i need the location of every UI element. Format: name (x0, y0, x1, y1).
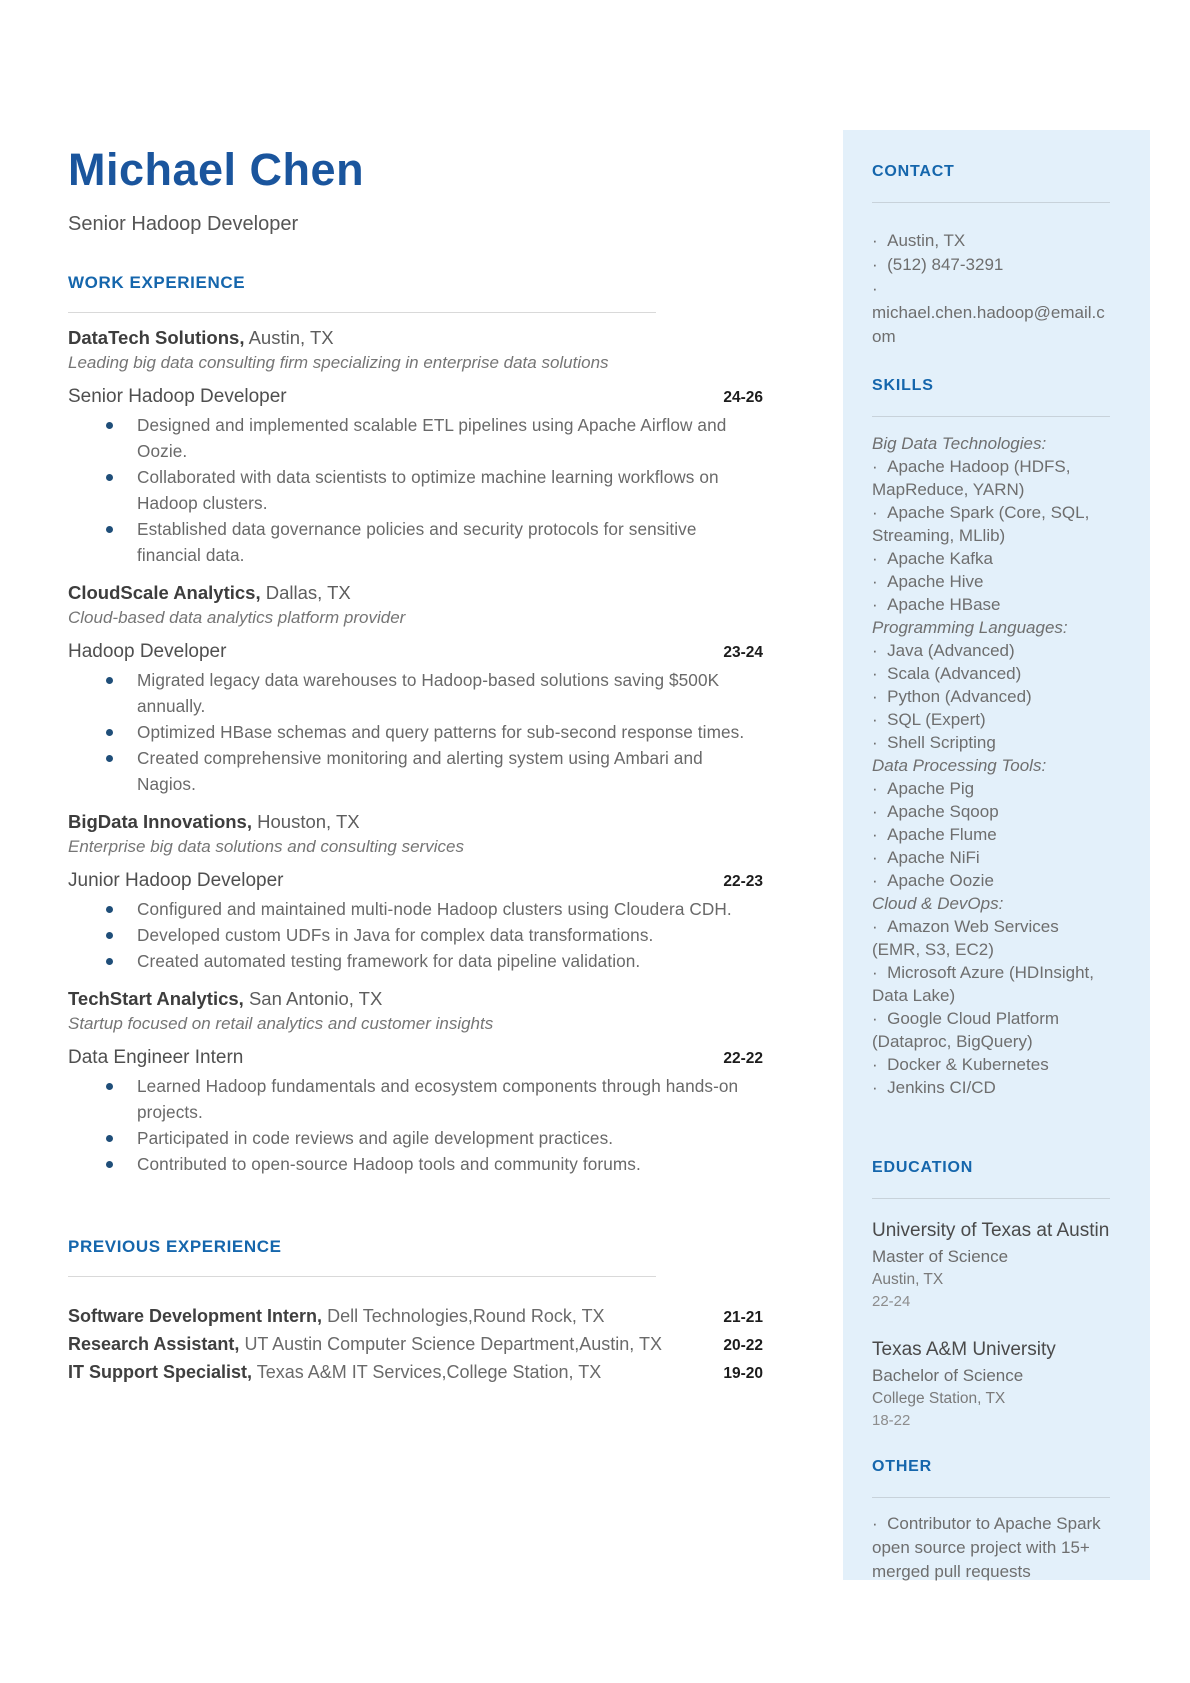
dot-icon (872, 710, 887, 729)
previous-role-org (68, 1331, 662, 1357)
bullet-dot-icon (106, 958, 113, 965)
other-list (872, 1512, 1110, 1584)
company-line (68, 987, 763, 1011)
bullet-text: Collaborated with data scientists to optimize machine learning workflows on Hadoop clusters. (137, 467, 719, 513)
bullet-item (68, 516, 763, 568)
dot-icon (872, 595, 887, 614)
job-entry (68, 326, 763, 568)
skill-text: Apache Hive (887, 572, 984, 591)
skill-text: Apache NiFi (887, 848, 980, 867)
bullet-text: Created comprehensive monitoring and alerting system using Ambari and Nagios. (137, 748, 703, 794)
dot-icon (872, 1078, 887, 1097)
skill-item (872, 662, 1110, 685)
contact-item-email (872, 277, 1110, 349)
role-row (68, 869, 763, 893)
skill-item (872, 1007, 1110, 1053)
skill-item (872, 731, 1110, 754)
other-item (872, 1512, 1110, 1584)
skill-text: Google Cloud Platform (Dataproc, BigQuery) (872, 1009, 1060, 1051)
skill-text: SQL (Expert) (887, 710, 986, 729)
previous-dates: 20-22 (723, 1337, 763, 1354)
job-entry (68, 987, 763, 1177)
person-name: Michael Chen (68, 144, 365, 195)
bullet-text: Designed and implemented scalable ETL pipelines using Apache Airflow and Oozie. (137, 415, 727, 461)
skill-text: Microsoft Azure (HDInsight, Data Lake) (872, 963, 1095, 1005)
job-entry (68, 810, 763, 974)
company-location: Dallas, TX (265, 582, 351, 603)
dot-icon (872, 1514, 887, 1533)
skill-text: Apache Pig (887, 779, 975, 798)
company-tagline: Enterprise big data solutions and consulting services (68, 837, 464, 856)
company-line (68, 326, 763, 350)
company-tagline: Leading big data consulting firm specializing in enterprise data solutions (68, 353, 609, 372)
bullet-item (68, 412, 763, 464)
company-location: Houston, TX (257, 811, 360, 832)
role-title: Hadoop Developer (68, 641, 227, 662)
bullet-dot-icon (106, 729, 113, 736)
education-school (872, 1335, 1110, 1432)
dot-icon (872, 255, 887, 274)
role-dates: 23-24 (723, 644, 763, 661)
skill-text: Apache Sqoop (887, 802, 999, 821)
role-title: Data Engineer Intern (68, 1047, 244, 1068)
skill-item (872, 593, 1110, 616)
bullet-item (68, 745, 763, 797)
previous-org: Texas A&M IT Services,College Station, TX (256, 1362, 602, 1382)
previous-role-org (68, 1303, 605, 1329)
other-heading: OTHER (872, 1458, 932, 1475)
role-row (68, 1046, 763, 1070)
role-row (68, 640, 763, 664)
skill-item (872, 685, 1110, 708)
bullet-dot-icon (106, 1161, 113, 1168)
previous-row (68, 1331, 763, 1359)
company-line (68, 581, 763, 605)
previous-role: Research Assistant, (68, 1334, 240, 1354)
skill-text: Apache HBase (887, 595, 1001, 614)
contact-item (872, 253, 1110, 277)
company-location: Austin, TX (248, 327, 334, 348)
previous-dates: 21-21 (723, 1309, 763, 1326)
previous-role: IT Support Specialist, (68, 1362, 253, 1382)
company-line (68, 810, 763, 834)
bullet-dot-icon (106, 1083, 113, 1090)
previous-row (68, 1303, 763, 1331)
bullet-dot-icon (106, 526, 113, 533)
skill-item (872, 1053, 1110, 1076)
role-title: Junior Hadoop Developer (68, 870, 284, 891)
dot-icon (872, 572, 887, 591)
school-name: Texas A&M University (872, 1339, 1056, 1360)
company-name: DataTech Solutions, (68, 327, 245, 348)
dot-icon (872, 503, 887, 522)
skill-item (872, 639, 1110, 662)
role-row (68, 385, 763, 409)
skill-text: Shell Scripting (887, 733, 996, 752)
bullet-item (68, 1151, 763, 1177)
school-degree: Bachelor of Science (872, 1366, 1024, 1385)
school-name: University of Texas at Austin (872, 1220, 1110, 1241)
bullet-text: Optimized HBase schemas and query patterns for sub-second response times. (137, 722, 745, 742)
skill-item (872, 708, 1110, 731)
skill-item (872, 823, 1110, 846)
skills-group-label: Data Processing Tools: (872, 756, 1047, 775)
skills-heading: SKILLS (872, 377, 934, 394)
skills-group-label: Programming Languages: (872, 618, 1068, 637)
skill-item (872, 501, 1110, 547)
skill-text: Apache Spark (Core, SQL, Streaming, MLlib) (872, 503, 1090, 545)
bullet-text: Participated in code reviews and agile development practices. (137, 1128, 614, 1148)
dot-icon (872, 457, 887, 476)
previous-row (68, 1359, 763, 1387)
dot-icon (872, 1055, 887, 1074)
bullet-list (68, 667, 763, 797)
contact-text: michael.chen.hadoop@email.com (872, 303, 1105, 346)
school-location: College Station, TX (872, 1390, 1006, 1407)
bullet-list (68, 896, 763, 974)
previous-experience-heading: PREVIOUS EXPERIENCE (68, 1237, 282, 1256)
bullet-dot-icon (106, 422, 113, 429)
company-name: BigData Innovations, (68, 811, 252, 832)
divider (872, 1198, 1110, 1199)
skill-text: Apache Oozie (887, 871, 994, 890)
skill-item (872, 777, 1110, 800)
bullet-text: Configured and maintained multi-node Hadoop clusters using Cloudera CDH. (137, 899, 732, 919)
bullet-dot-icon (106, 906, 113, 913)
company-tagline: Cloud-based data analytics platform provider (68, 608, 406, 627)
previous-org: Dell Technologies,Round Rock, TX (327, 1306, 605, 1326)
dot-icon (872, 779, 887, 798)
skill-text: Apache Hadoop (HDFS, MapReduce, YARN) (872, 457, 1071, 499)
previous-experience-list (68, 1303, 763, 1387)
skill-text: Amazon Web Services (EMR, S3, EC2) (872, 917, 1059, 959)
education-heading: EDUCATION (872, 1159, 974, 1176)
bullet-item (68, 1125, 763, 1151)
dot-icon (872, 848, 887, 867)
skill-text: Docker & Kubernetes (887, 1055, 1049, 1074)
bullet-item (68, 948, 763, 974)
role-dates: 24-26 (723, 389, 763, 406)
bullet-text: Learned Hadoop fundamentals and ecosystem components through hands-on projects. (137, 1076, 739, 1122)
role-title: Senior Hadoop Developer (68, 386, 287, 407)
other-text: Contributor to Apache Spark open source project with 15+ merged pull requests (872, 1514, 1101, 1581)
previous-org: UT Austin Computer Science Department,Austin, TX (244, 1334, 662, 1354)
dot-icon (872, 733, 887, 752)
bullet-item (68, 922, 763, 948)
dot-icon (872, 549, 887, 568)
skill-item (872, 570, 1110, 593)
sidebar (872, 130, 1110, 1584)
bullet-text: Contributed to open-source Hadoop tools and community forums. (137, 1154, 641, 1174)
skill-text: Scala (Advanced) (887, 664, 1022, 683)
skill-text: Apache Kafka (887, 549, 993, 568)
previous-role-org (68, 1359, 601, 1385)
bullet-text: Established data governance policies and security protocols for sensitive financial data. (137, 519, 697, 565)
skill-text: Java (Advanced) (887, 641, 1015, 660)
dot-icon (872, 664, 887, 683)
skill-item (872, 915, 1110, 961)
skills-group-label: Big Data Technologies: (872, 434, 1047, 453)
school-degree: Master of Science (872, 1247, 1009, 1266)
dot-icon (872, 687, 887, 706)
skill-item (872, 455, 1110, 501)
skill-text: Jenkins CI/CD (887, 1078, 996, 1097)
previous-dates: 19-20 (723, 1365, 763, 1382)
dot-icon (872, 871, 887, 890)
contact-text: Austin, TX (887, 231, 966, 250)
skill-item (872, 869, 1110, 892)
bullet-text: Created automated testing framework for data pipeline validation. (137, 951, 641, 971)
divider (872, 202, 1110, 203)
role-dates: 22-22 (723, 1050, 763, 1067)
main-column (68, 0, 763, 1387)
company-name: TechStart Analytics, (68, 988, 244, 1009)
skill-item (872, 1076, 1110, 1099)
bullet-item (68, 719, 763, 745)
skills-list (872, 432, 1110, 1099)
dot-icon (872, 231, 887, 250)
bullet-dot-icon (106, 474, 113, 481)
dot-icon (872, 825, 887, 844)
bullet-list (68, 412, 763, 568)
skills-group-label: Cloud & DevOps: (872, 894, 1004, 913)
bullet-item (68, 896, 763, 922)
divider (872, 416, 1110, 417)
divider (68, 1276, 656, 1277)
bullet-item (68, 1073, 763, 1125)
work-experience-heading: WORK EXPERIENCE (68, 273, 246, 292)
job-entry (68, 581, 763, 797)
education-school (872, 1216, 1110, 1313)
bullet-dot-icon (106, 1135, 113, 1142)
divider (872, 1497, 1110, 1498)
school-location: Austin, TX (872, 1271, 944, 1288)
contact-list (872, 229, 1110, 349)
bullet-text: Migrated legacy data warehouses to Hadoop-based solutions saving $500K annually. (137, 670, 720, 716)
role-dates: 22-23 (723, 873, 763, 890)
contact-heading: CONTACT (872, 163, 955, 180)
contact-text: (512) 847-3291 (887, 255, 1004, 274)
previous-role: Software Development Intern, (68, 1306, 323, 1326)
bullet-dot-icon (106, 755, 113, 762)
bullet-text: Developed custom UDFs in Java for complex data transformations. (137, 925, 654, 945)
dot-icon (872, 917, 887, 936)
company-location: San Antonio, TX (248, 988, 383, 1009)
dot-icon (872, 277, 1110, 301)
skill-item (872, 961, 1110, 1007)
school-years: 18-22 (872, 1412, 911, 1429)
bullet-dot-icon (106, 677, 113, 684)
person-title: Senior Hadoop Developer (68, 213, 299, 235)
skill-text: Python (Advanced) (887, 687, 1032, 706)
bullet-item (68, 464, 763, 516)
divider (68, 312, 656, 313)
skill-text: Apache Flume (887, 825, 997, 844)
bullet-list (68, 1073, 763, 1177)
dot-icon (872, 802, 887, 821)
dot-icon (872, 641, 887, 660)
dot-icon (872, 1009, 887, 1028)
bullet-dot-icon (106, 932, 113, 939)
school-years: 22-24 (872, 1293, 911, 1310)
bullet-item (68, 667, 763, 719)
contact-item (872, 229, 1110, 253)
skill-item (872, 547, 1110, 570)
company-tagline: Startup focused on retail analytics and customer insights (68, 1014, 494, 1033)
skill-item (872, 846, 1110, 869)
company-name: CloudScale Analytics, (68, 582, 261, 603)
dot-icon (872, 963, 887, 982)
skill-item (872, 800, 1110, 823)
